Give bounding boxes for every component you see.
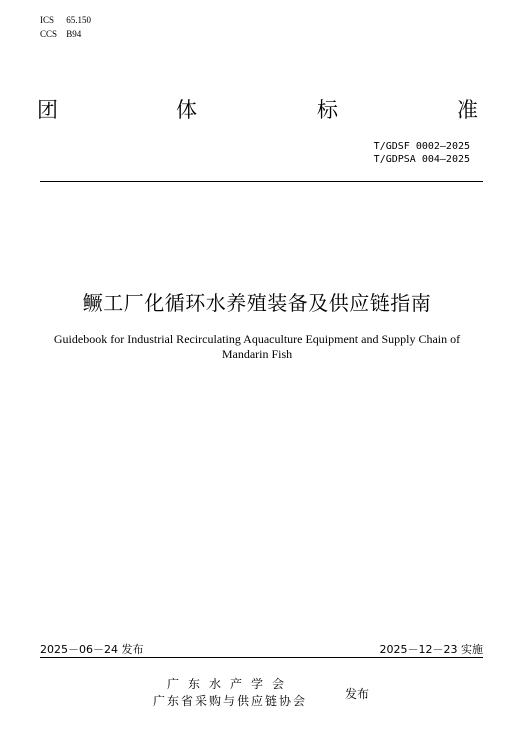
ccs-value: B94: [66, 29, 82, 39]
bottom-divider: [40, 657, 483, 658]
header-char-2: 体: [176, 98, 197, 122]
implement-date: 2025－12－23 实施: [379, 643, 483, 656]
title-english: [30, 332, 484, 362]
ccs-label: CCS: [40, 29, 58, 39]
standard-codes: [374, 140, 470, 166]
ics-label: ICS: [40, 15, 55, 25]
release-label: 发布: [345, 687, 370, 701]
title-english-line-1: Guidebook for Industrial Recirculating Aquaculture Equipment and Supply Chain of: [53, 332, 461, 346]
publisher-2: 广东省采购与供应链协会: [152, 694, 307, 708]
title-chinese: 鳜工厂化循环水养殖装备及供应链指南: [82, 291, 432, 315]
standard-code-2: T/GDPSA 004—2025: [373, 154, 470, 165]
header-char-4: 准: [457, 98, 478, 122]
issue-date: 2025－06－24 发布: [40, 643, 144, 656]
ics-code: [40, 14, 91, 26]
publisher-1: 广东水产学会: [166, 677, 293, 691]
ccs-code: [40, 28, 81, 40]
title-english-line-2: Mandarin Fish: [221, 347, 293, 361]
header-char-1: 团: [37, 98, 58, 122]
header-char-3: 标: [317, 98, 338, 122]
standard-code-1: T/GDSF 0002—2025: [373, 141, 470, 152]
top-divider: [40, 181, 483, 182]
ics-value: 65.150: [66, 15, 91, 25]
